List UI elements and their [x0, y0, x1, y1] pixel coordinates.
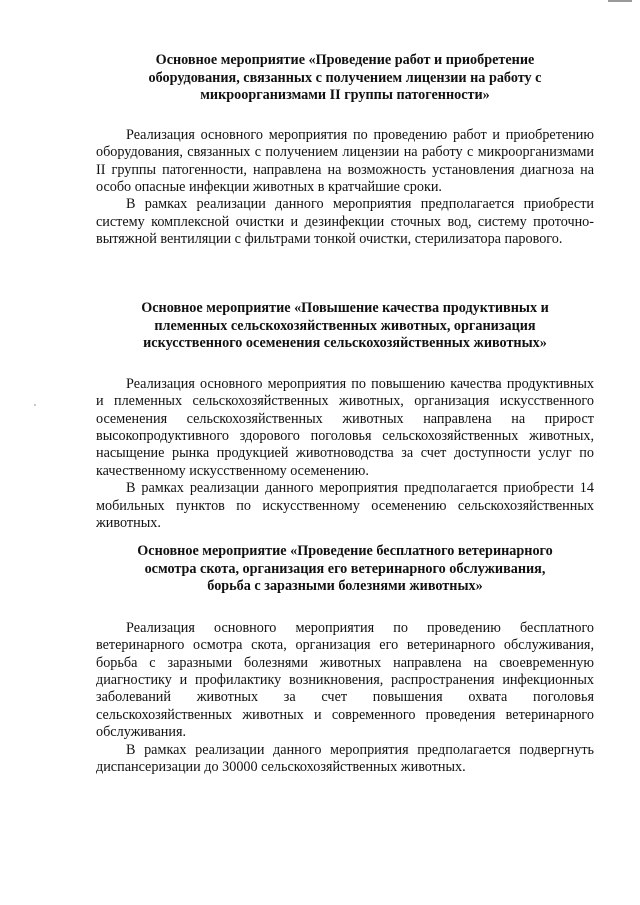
- section-heading: Основное мероприятие «Повышение качества продуктивных и племенных сельскохозяйственных животных, организация искусственного осеменения сельскохозяйственных животных»: [141, 300, 549, 352]
- paragraph: Реализация основного мероприятия по проведению работ и приобретению оборудования, связанных с получением лицензии на работу с микроорганизмами II группы патогенности, направлена на возможность установления диагноза на особо опасные инфекции животных в кратчайшие сроки.: [96, 126, 594, 195]
- paragraph: Реализация основного мероприятия по повышению качества продуктивных и племенных сельскохозяйственных животных, организация искусственного осеменения сельскохозяйственных животных направлена на прирост высокопродуктивного здорового поголовья сельскохозяйственных животных, насыщение рынка продукцией животноводства за счет доступности услуг по качественному искусственному осеменению.: [96, 375, 594, 479]
- section-heading: Основное мероприятие «Проведение бесплатного ветеринарного осмотра скота, организация его ветеринарного обслуживания, борьба с заразными болезнями животных»: [137, 543, 553, 595]
- paragraph: Реализация основного мероприятия по проведению бесплатного ветеринарного осмотра скота, организация его ветеринарного обслуживания, борьба с заразными болезнями животных направлена на своевременную диагностику и профилактику возникновения, распространения инфекционных заболеваний животных за счет повышения охвата поголовья сельскохозяйственных животных и современного проведения ветеринарного обслуживания.: [96, 619, 594, 741]
- section-veterinary: [96, 543, 594, 776]
- section-insemination: [96, 300, 594, 532]
- section-license: [96, 52, 594, 249]
- paragraph: В рамках реализации данного мероприятия предполагается приобрести 14 мобильных пунктов по искусственному осеменению сельскохозяйственных животных.: [96, 480, 594, 532]
- scan-mark: [608, 0, 632, 2]
- paragraph: В рамках реализации данного мероприятия предполагается приобрести систему комплексной очистки и дезинфекции сточных вод, систему проточно-вытяжной вентиляции с фильтрами тонкой очистки, стерилизатора парового.: [96, 196, 594, 248]
- scan-speck: [34, 404, 36, 406]
- section-heading: Основное мероприятие «Проведение работ и приобретение оборудования, связанных с получением лицензии на работу с микроорганизмами II группы патогенности»: [148, 52, 542, 104]
- paragraph: В рамках реализации данного мероприятия предполагается подвергнуть диспансеризации до 30000 сельскохозяйственных животных.: [96, 741, 594, 776]
